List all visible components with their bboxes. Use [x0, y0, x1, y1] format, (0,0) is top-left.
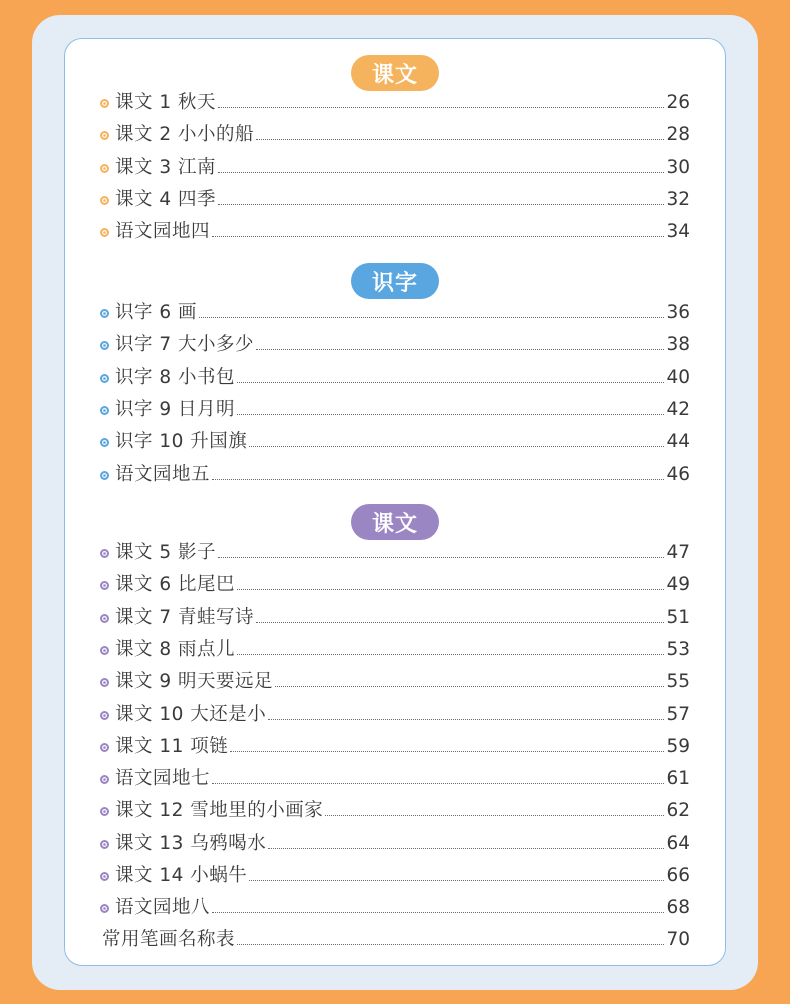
ring-bullet-icon — [100, 374, 109, 383]
toc-item-title: 识字 9 日月明 — [115, 399, 236, 420]
dot-leader — [268, 719, 664, 720]
toc-item[interactable] — [100, 89, 690, 117]
toc-item-title: 课文 12 雪地里的小画家 — [115, 800, 324, 821]
dot-leader — [249, 880, 664, 881]
toc-item-page: 28 — [666, 124, 690, 145]
toc-item[interactable] — [100, 186, 690, 214]
toc-item-page: 70 — [666, 929, 690, 950]
toc-item[interactable] — [100, 571, 690, 599]
toc-item-page: 64 — [666, 833, 690, 854]
ring-bullet-icon — [100, 646, 109, 655]
dot-leader — [237, 589, 664, 590]
ring-bullet-icon — [100, 840, 109, 849]
toc-item-title: 识字 6 画 — [115, 302, 198, 323]
toc-item-title: 课文 5 影子 — [115, 542, 217, 563]
dot-leader — [237, 944, 664, 945]
toc-item-page: 46 — [666, 464, 690, 485]
dot-leader — [218, 172, 664, 173]
dot-leader — [325, 815, 664, 816]
ring-bullet-icon — [100, 872, 109, 881]
ring-bullet-icon — [100, 164, 109, 173]
toc-item-title: 课文 9 明天要远足 — [115, 671, 274, 692]
toc-item-title: 课文 8 雨点儿 — [115, 639, 236, 660]
toc-item[interactable] — [100, 733, 690, 761]
toc-item[interactable] — [100, 765, 690, 793]
toc-item[interactable] — [100, 830, 690, 858]
toc-item-page: 68 — [666, 897, 690, 918]
ring-bullet-icon — [100, 99, 109, 108]
toc-item[interactable] — [100, 701, 690, 729]
dot-leader — [212, 236, 664, 237]
section-heading-1: 课文 — [351, 55, 439, 91]
toc-item[interactable] — [100, 668, 690, 696]
filled-circle-bullet-icon — [100, 228, 109, 237]
dot-leader — [212, 479, 664, 480]
filled-circle-bullet-icon — [100, 775, 109, 784]
dot-leader — [275, 686, 664, 687]
ring-bullet-icon — [100, 309, 109, 318]
toc-item-page: 62 — [666, 800, 690, 821]
toc-item-title: 识字 7 大小多少 — [115, 334, 255, 355]
ring-bullet-icon — [100, 438, 109, 447]
toc-item[interactable] — [100, 299, 690, 327]
toc-item-title: 课文 11 项链 — [115, 736, 229, 757]
toc-item-title: 课文 13 乌鸦喝水 — [115, 833, 267, 854]
toc-item[interactable] — [100, 461, 690, 489]
section-heading-2: 识字 — [351, 263, 439, 299]
ring-bullet-icon — [100, 549, 109, 558]
dot-leader — [199, 317, 664, 318]
toc-item[interactable] — [100, 862, 690, 890]
toc-item-page: 26 — [666, 92, 690, 113]
ring-bullet-icon — [100, 196, 109, 205]
toc-item[interactable] — [100, 894, 690, 922]
ring-bullet-icon — [100, 743, 109, 752]
dot-leader — [268, 848, 664, 849]
toc-item-page: 44 — [666, 431, 690, 452]
toc-item-page: 42 — [666, 399, 690, 420]
toc-item[interactable] — [100, 121, 690, 149]
dot-leader — [237, 414, 664, 415]
toc-item-title: 课文 10 大还是小 — [115, 704, 267, 725]
filled-circle-bullet-icon — [100, 471, 109, 480]
toc-item[interactable] — [100, 428, 690, 456]
toc-item-stroke-table[interactable] — [102, 926, 690, 954]
toc-item-title: 课文 1 秋天 — [115, 92, 217, 113]
toc-item[interactable] — [100, 539, 690, 567]
dot-leader — [212, 783, 664, 784]
toc-item[interactable] — [100, 396, 690, 424]
toc-item[interactable] — [100, 218, 690, 246]
toc-item-page: 55 — [666, 671, 690, 692]
dot-leader — [256, 139, 664, 140]
ring-bullet-icon — [100, 131, 109, 140]
dot-leader — [256, 349, 664, 350]
filled-circle-bullet-icon — [100, 904, 109, 913]
toc-item-page: 30 — [666, 157, 690, 178]
toc-item-page: 57 — [666, 704, 690, 725]
dot-leader — [256, 622, 664, 623]
toc-item-title: 课文 7 青蛙写诗 — [115, 607, 255, 628]
toc-item[interactable] — [100, 331, 690, 359]
toc-item-title: 识字 10 升国旗 — [115, 431, 248, 452]
toc-item-title: 课文 14 小蜗牛 — [115, 865, 248, 886]
toc-item-page: 40 — [666, 367, 690, 388]
dot-leader — [237, 654, 664, 655]
ring-bullet-icon — [100, 341, 109, 350]
ring-bullet-icon — [100, 614, 109, 623]
section-heading-3: 课文 — [351, 504, 439, 540]
toc-item-title: 课文 6 比尾巴 — [115, 574, 236, 595]
dot-leader — [249, 446, 664, 447]
toc-item-page: 53 — [666, 639, 690, 660]
dot-leader — [218, 204, 664, 205]
toc-item-title: 语文园地四 — [115, 221, 211, 242]
toc-item-page: 51 — [666, 607, 690, 628]
toc-item-page: 49 — [666, 574, 690, 595]
toc-item-title: 识字 8 小书包 — [115, 367, 236, 388]
toc-item-page: 32 — [666, 189, 690, 210]
toc-item-page: 61 — [666, 768, 690, 789]
ring-bullet-icon — [100, 678, 109, 687]
ring-bullet-icon — [100, 711, 109, 720]
dot-leader — [230, 751, 664, 752]
toc-item[interactable] — [100, 604, 690, 632]
ring-bullet-icon — [100, 406, 109, 415]
toc-item-title: 课文 2 小小的船 — [115, 124, 255, 145]
toc-item-page: 59 — [666, 736, 690, 757]
toc-item[interactable] — [100, 636, 690, 664]
dot-leader — [237, 382, 664, 383]
toc-item-page: 66 — [666, 865, 690, 886]
toc-item[interactable] — [100, 797, 690, 825]
dot-leader — [218, 107, 664, 108]
toc-item[interactable] — [100, 154, 690, 182]
dot-leader — [212, 912, 664, 913]
toc-item-title: 课文 4 四季 — [115, 189, 217, 210]
toc-item-title: 课文 3 江南 — [115, 157, 217, 178]
toc-item-page: 34 — [666, 221, 690, 242]
toc-item-title: 语文园地七 — [115, 768, 211, 789]
toc-item-title: 常用笔画名称表 — [102, 929, 236, 950]
toc-item-title: 语文园地八 — [115, 897, 211, 918]
dot-leader — [218, 557, 664, 558]
toc-item-page: 38 — [666, 334, 690, 355]
ring-bullet-icon — [100, 807, 109, 816]
toc-item-page: 47 — [666, 542, 690, 563]
ring-bullet-icon — [100, 581, 109, 590]
toc-item-page: 36 — [666, 302, 690, 323]
toc-item-title: 语文园地五 — [115, 464, 211, 485]
toc-item[interactable] — [100, 364, 690, 392]
